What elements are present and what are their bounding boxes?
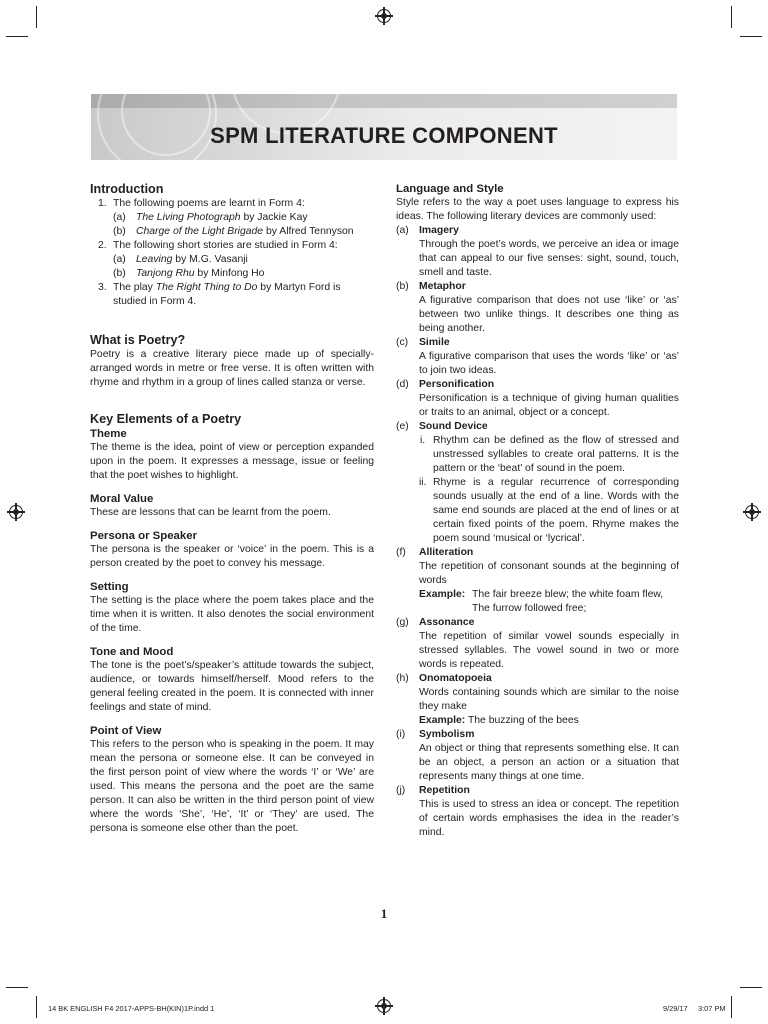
page-number: 1 (380, 906, 388, 921)
footer-file-slug: 14 BK ENGLISH F4 2017-APPS-BH(KIN)1P.indd 1 (48, 1004, 215, 1013)
subsection-heading: Tone and Mood (90, 646, 174, 658)
list-item: 3. The play The Right Thing to Do by Martyn Ford is studied in Form 4. (98, 282, 341, 307)
paragraph: The theme is the idea, point of view or perception expanded upon in the poem. It expresses a message, issue or feeling that the poet wishes to highlight. (90, 442, 374, 481)
list-item: (c) Simile A figurative comparison that uses the words ‘like’ or ‘as’ to join two ideas. (396, 337, 679, 376)
crop-mark (6, 36, 28, 37)
crop-mark (36, 996, 37, 1018)
crop-mark (740, 987, 762, 988)
subsection-heading: Setting (90, 581, 129, 593)
list-item: 1. The following poems are learnt in Form 4: (98, 198, 305, 209)
section-heading: Language and Style (396, 183, 504, 195)
list-item: (j) Repetition This is used to stress an idea or concept. The repetition of certain words emphasises the idea in the reader’s mind. (396, 785, 679, 838)
subsection-heading: Moral Value (90, 493, 154, 505)
crop-mark (36, 6, 37, 28)
list-item: (g) Assonance The repetition of similar vowel sounds especially in stressed syllables. The vowel sound in two or more words is repeated. (396, 617, 679, 670)
footer-date: 9/29/17 (663, 1004, 688, 1013)
right-column (396, 182, 679, 840)
paragraph: The persona is the speaker or ‘voice’ in the poem. This is a person created by the poet to convey his message. (90, 544, 374, 569)
crop-mark (731, 6, 732, 28)
left-column (90, 182, 374, 836)
registration-mark-icon (9, 505, 23, 519)
list-item: (h) Onomatopoeia Words containing sounds which are similar to the noise they make Example: The buzzing of the bees (396, 673, 679, 726)
subsection-heading: Theme (90, 428, 127, 440)
section-heading: Introduction (90, 182, 164, 196)
section-heading: What is Poetry? (90, 333, 186, 347)
registration-mark-icon (745, 505, 759, 519)
list-item: (b) Tanjong Rhu by Minfong Ho (113, 268, 265, 279)
list-item: (i) Symbolism An object or thing that represents something else. It can be an object, a person an action or a situation that represents many things at one time. (396, 729, 679, 782)
subsection-heading: Point of View (90, 725, 162, 737)
list-item: (a) The Living Photograph by Jackie Kay (113, 212, 308, 223)
paragraph: The setting is the place where the poem takes place and the time when it is written. It also denotes the social environment of the time. (90, 595, 374, 634)
list-item: 2. The following short stories are studied in Form 4: (98, 240, 338, 251)
subsection-heading: Persona or Speaker (90, 530, 197, 542)
crop-mark (731, 996, 732, 1018)
list-item: (a) Imagery Through the poet’s words, we perceive an idea or image that can appeal to our five senses: sight, sound, touch, smell and taste. (396, 225, 679, 278)
crop-mark (6, 987, 28, 988)
page-title: SPM LITERATURE COMPONENT (210, 123, 558, 148)
registration-mark-icon (377, 9, 391, 23)
list-item: (d) Personification Personification is a technique of giving human qualities or traits to an animal, object or a concept. (396, 379, 679, 418)
list-item: (f) Alliteration The repetition of consonant sounds at the beginning of words Example: The fair breeze blew; the white foam flew, The furrow followed free; (396, 547, 679, 614)
paragraph: This refers to the person who is speaking in the poem. It may mean the persona or someone else. It can be conveyed in the first person point of view where the words ‘I’ or ‘We’ are used. This means the persona and the poet are the same person. It can also be written in the third person point of view where the words ‘She’, ‘He’, ‘It’ or ‘They’ are used. The persona is someone else other than the poet. (90, 739, 374, 834)
paragraph: The tone is the poet’s/speaker’s attitude towards the subject, audience, or towards himself/herself. Mood refers to the general feeling created in the poem. It is connected with inner feelings and state of mind. (90, 660, 374, 713)
list-item: (b) Metaphor A figurative comparison that does not use ‘like’ or ‘as’ between two unlike things. It describes one thing as being another. (396, 281, 679, 334)
registration-mark-icon (377, 999, 391, 1013)
section-heading: Key Elements of a Poetry (90, 412, 242, 426)
list-item: (a) Leaving by M.G. Vasanji (113, 254, 248, 265)
footer-time: 3:07 PM (698, 1004, 726, 1013)
paragraph: Style refers to the way a poet uses language to express his ideas. The following literary devices are commonly used: (396, 197, 679, 222)
list-item: (b) Charge of the Light Brigade by Alfred Tennyson (113, 226, 354, 237)
crop-mark (740, 36, 762, 37)
paragraph: Poetry is a creative literary piece made up of specially-arranged words in metre or free verse. It is often written with rhyme and rhythm in a group of lines called stanza or verse. (90, 349, 374, 388)
paragraph: These are lessons that can be learnt from the poem. (90, 507, 331, 518)
list-item: (e) Sound Device i. Rhythm can be defined as the flow of stressed and unstressed syllables to create oral patterns. It is the pattern or the ‘beat’ of sound in the poem. ii. Rhyme is a regular recurrence of corresponding sounds usually at the end of a line. Words with the same end sounds are placed at the end of lines or at certain fixed points of the poem. Rhyme makes the poem sound ‘musical or ‘lycrical’. (396, 421, 679, 544)
